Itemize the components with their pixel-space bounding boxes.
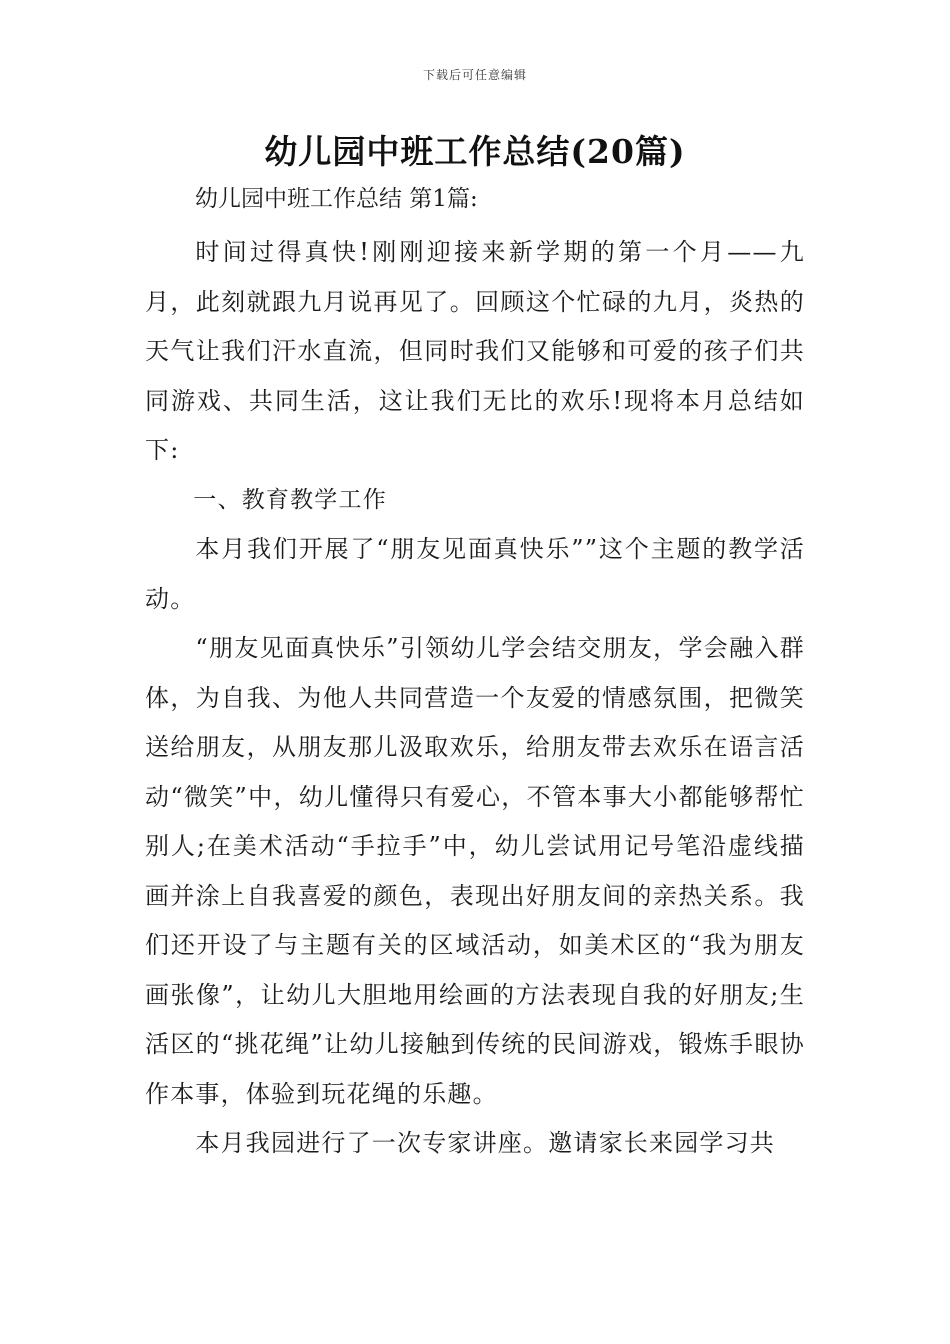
document-body [145,228,805,1169]
document-title: 幼儿园中班工作总结(20篇) [264,132,686,171]
paragraph-intro: 时间过得真快!刚刚迎接来新学期的第一个月——九月，此刻就跟九月说再见了。回顾这个忙碌的九月，炎热的天气让我们汗水直流，但同时我们又能够和可爱的孩子们共同游戏、共同生活，这让我们无比的欢乐!现将本月总结如下: [145,238,805,464]
paragraph-theme: 本月我们开展了“朋友见面真快乐””这个主题的教学活动。 [145,535,805,613]
paragraph-lecture: 本月我园进行了一次专家讲座。邀请家长来园学习共 [195,1129,775,1157]
section-subtitle: 幼儿园中班工作总结 第1篇: [195,186,478,212]
header-note: 下载后可任意编辑 [422,68,527,82]
section-heading-teaching: 一、教育教学工作 [193,486,387,513]
paragraph-activities: “朋友见面真快乐”引领幼儿学会结交朋友，学会融入群体，为自我、为他人共同营造一个友爱的情感氛围，把微笑送给朋友，从朋友那儿汲取欢乐，给朋友带去欢乐在语言活动“微笑”中，幼儿懂得只有爱心，不管本事大小都能够帮忙别人;在美术活动“手拉手”中，幼儿尝试用记号笔沿虚线描画并涂上自我喜爱的颜色，表现出好朋友间的亲热关系。我们还开设了与主题有关的区域活动，如美术区的“我为朋友画张像”，让幼儿大胆地用绘画的方法表现自我的好朋友;生活区的“挑花绳”让幼儿接触到传统的民间游戏，锻炼手眼协作本事，体验到玩花绳的乐趣。 [145,634,805,1108]
